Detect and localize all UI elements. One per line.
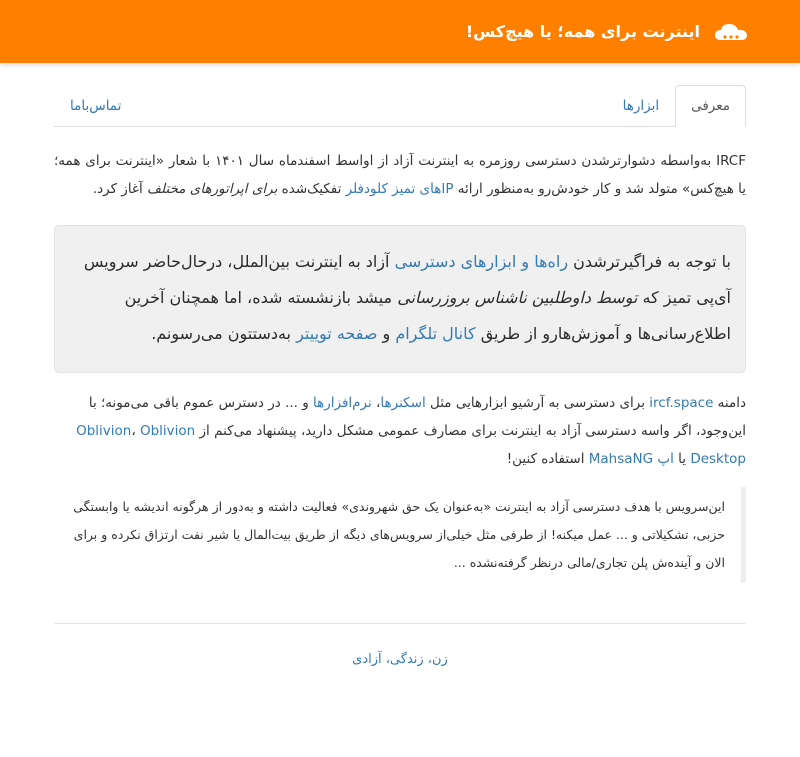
domain-text-3: ،: [371, 395, 381, 411]
intro-italic: برای اپراتورهای مختلف: [147, 181, 278, 197]
nav-tabs: [54, 85, 746, 127]
software-link[interactable]: نرم‌افزارها: [313, 395, 372, 411]
scanners-link[interactable]: اسکنرها: [380, 395, 426, 411]
domain-text-6: یا: [673, 451, 691, 467]
site-title[interactable]: اینترنت برای همه؛ یا هیچ‌کس!: [465, 22, 700, 41]
domain-text-5: ،: [131, 423, 140, 439]
mahsang-app-link[interactable]: اپ MahsaNG: [588, 451, 674, 467]
announcement-box: [54, 225, 746, 373]
announcement-text-4: و: [377, 324, 396, 343]
announcement-text-2: آزاد به اینترنت بین‌الملل، درحال‌حاضر سرویس آی‌پی تمیز که: [83, 252, 731, 307]
clean-ips-link[interactable]: IPهای تمیز کلودفلر: [345, 181, 454, 197]
announcement-text-3: میشد بازنشسته شده، اما همچنان آخرین اطلاع‌رسانی‌ها و آموزش‌هارو از طریق: [124, 288, 731, 343]
oblivion-link[interactable]: Oblivion: [76, 423, 132, 439]
tab-intro[interactable]: معرفی: [675, 85, 746, 127]
domain-text-1: دامنه: [713, 395, 746, 411]
domain-link[interactable]: ircf.space: [649, 395, 714, 411]
access-tools-link[interactable]: راه‌ها و ابزارهای دسترسی: [394, 252, 569, 271]
footer-divider: [54, 623, 746, 624]
intro-text-3: آغاز کرد.: [92, 181, 148, 197]
footer-slogan: زن، زندگی، آزادی: [352, 652, 448, 667]
telegram-channel-link[interactable]: کانال تلگرام: [395, 324, 476, 343]
announcement-text-5: به‌دستتون می‌رسونم.: [151, 324, 297, 343]
twitter-page-link[interactable]: صفحه توییتر: [296, 324, 378, 343]
intro-paragraph: [54, 147, 746, 203]
domain-text-4: و ... در دسترس عموم باقی می‌مونه؛ با این‌وجود، اگر واسه دسترسی آزاد به اینترنت برای مصارف عمومی مشکل دارید، پیشنهاد می‌کنم از: [88, 395, 746, 439]
cloud-icon: [714, 22, 748, 42]
tab-tools[interactable]: ابزارها: [622, 98, 660, 114]
intro-text-2: تفکیک‌شده: [277, 181, 346, 197]
intro-text-1: IRCF به‌واسطه دشوارترشدن دسترسی روزمره به اینترنت آزاد از اواسط اسفندماه سال ۱۴۰۱ با شعار «اینترنت برای همه؛ یا هیچ‌کس» متولد شد و کار خودش‌رو به‌منظور ارائه: [54, 153, 746, 197]
announcement-italic: توسط داوطلبین ناشناس بروزرسانی: [397, 288, 638, 307]
domain-text-7: استفاده کنین!: [506, 451, 589, 467]
main-container: [54, 85, 746, 667]
domain-text-2: برای دسترسی به آرشیو ابزارهایی مثل: [425, 395, 650, 411]
oblivion-desktop-link[interactable]: Oblivion Desktop: [139, 423, 746, 467]
site-header: [0, 0, 800, 63]
domain-paragraph: [54, 389, 746, 473]
announcement-text-1: با توجه به فراگیرترشدن: [568, 252, 731, 271]
mission-quote: این‌سرویس با هدف دسترسی آزاد به اینترنت «به‌عنوان یک حق شهروندی» فعالیت داشته و به‌دور از هرگونه اندیشه یا وابستگی حزبی، تشکیلاتی و ... عمل میکنه! از طرفی مثل خیلی‌از سرویس‌های دیگه از طریق بیت‌المال یا شیر نفت ارتزاق نکرده و برای الان و آینده‌ش پلن تجاری/مالی درنظر گرفته‌نشده ...: [54, 487, 746, 583]
tab-contact[interactable]: تماس‌باما: [70, 98, 122, 114]
